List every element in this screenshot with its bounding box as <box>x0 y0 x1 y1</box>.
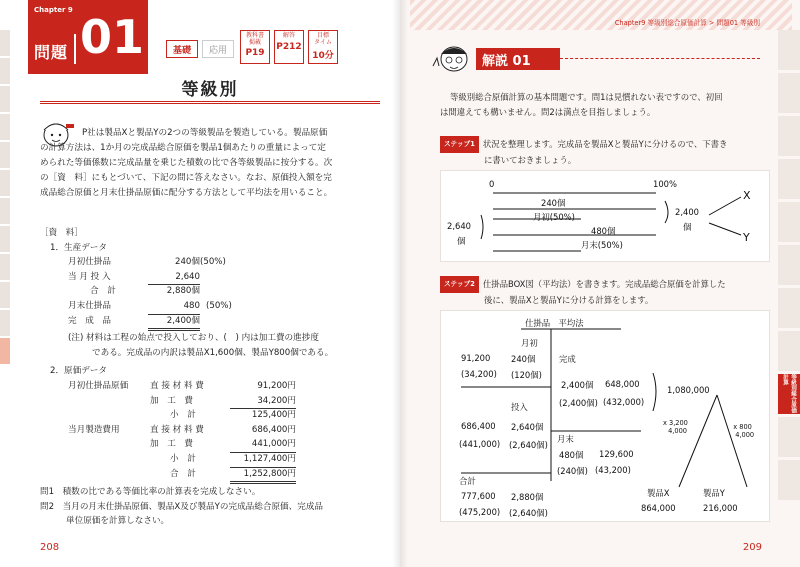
step-2-badge: ステップ2 <box>440 276 479 293</box>
intro-line: の計算方法は、1か月の完成品総合原価を製品1個あたりの重量によって定 <box>40 143 326 153</box>
mondai-label: 問題 <box>34 43 69 62</box>
page-number-left: 208 <box>40 542 60 553</box>
side-tab[interactable] <box>0 142 10 168</box>
intro-line: 成品総合原価と月末仕掛品原価に配分する方法として平均法を用いること。 <box>40 188 333 198</box>
cost-value: 686,400円 <box>251 424 296 435</box>
fig-text: (432,000) <box>603 397 645 407</box>
side-tab-active[interactable] <box>0 338 10 364</box>
problem-data <box>40 226 380 529</box>
tab-label: 等級別総合原価計算 <box>782 374 796 414</box>
fig-text: 2,400個 <box>561 380 594 390</box>
textbook-page-badge <box>240 30 270 64</box>
shiryo-heading: ［資 料］ <box>40 228 83 238</box>
prod-label: 月末仕掛品 <box>68 300 111 311</box>
prod-value: 2,880個 <box>166 286 200 297</box>
intro-line: は間違えても構いません。問2は満点を目指しましょう。 <box>440 107 656 117</box>
title-bar <box>40 76 380 104</box>
side-tab[interactable] <box>778 460 800 500</box>
cost-value: 34,200円 <box>230 394 296 410</box>
target-time-badge <box>308 30 338 64</box>
step-1-text <box>440 136 770 168</box>
question-2-cont: 単位原価を計算しなさい。 <box>66 516 170 527</box>
fig-text: 864,000 <box>641 503 676 513</box>
side-tab[interactable] <box>778 30 800 70</box>
fig-text: 4,000 <box>735 431 755 439</box>
fig-text: (34,200) <box>461 369 497 379</box>
cost-value: 91,200円 <box>257 380 296 391</box>
intro-line: 等級別総合原価計算の基本問題です。問1は見慣れない表ですので、初回 <box>450 92 723 102</box>
fig-text: (43,200) <box>595 465 631 475</box>
intro-line: の［資 料］にもとづいて、下記の問に答えなさい。なお、原価投入額を完 <box>40 173 332 183</box>
step-line: 後に、製品Xと製品Yに分ける計算をします。 <box>484 295 654 305</box>
cost-group-label: 月初仕掛品原価 <box>68 380 129 391</box>
intro-line: P社は製品Xと製品Yの2つの等級製品を製造している。製品原価 <box>82 128 328 138</box>
problem-number: 01 <box>80 10 145 64</box>
fig-text: 2,640 <box>447 221 471 231</box>
step-1-figure <box>440 170 770 262</box>
fig-text: 129,600 <box>599 449 634 459</box>
breadcrumb: Chapter9 等級別総合原価計算 > 問題01 等級別 <box>614 19 760 27</box>
problem-intro <box>40 126 380 201</box>
fig-text: 完成 <box>559 354 576 364</box>
kaisetsu-heading: 解説 01 <box>476 48 560 70</box>
fig-text: 投入 <box>511 402 528 412</box>
fig-text: 240個 <box>541 198 566 208</box>
fig-text: 月末(50%) <box>581 240 623 250</box>
fig-text: 合計 <box>459 476 476 486</box>
answer-page: P212 <box>276 41 302 52</box>
fig-text: 800 <box>739 423 752 431</box>
fig-text: 2,880個 <box>511 492 544 502</box>
fig-text: 製品Y <box>703 488 725 498</box>
prod-label: 当 月 投 入 <box>68 271 111 282</box>
side-tab[interactable] <box>0 282 10 308</box>
cost-group-label: 当月製造費用 <box>68 424 120 435</box>
cost-value: 441,000円 <box>230 437 296 453</box>
target-time: 10分 <box>312 51 334 62</box>
cost-item: 直 接 材 料 費 <box>150 380 204 391</box>
fig-text: 月初 <box>521 338 538 348</box>
prod-value: 480 <box>148 299 200 315</box>
answer-icon: 解答 <box>282 32 295 39</box>
note-line: である。完成品の内訳は製品X1,600個、製品Y800個である。 <box>92 347 334 358</box>
side-tab[interactable] <box>0 30 10 56</box>
level-basic-badge: 基礎 <box>166 40 198 58</box>
fig-text: (120個) <box>511 370 542 380</box>
fig-text: 仕掛品 平均法 <box>525 318 584 328</box>
side-tab-active[interactable] <box>778 374 800 414</box>
side-tab[interactable] <box>0 86 10 112</box>
fig-text: 648,000 <box>605 379 640 389</box>
right-side-tabs <box>778 30 800 503</box>
fig-text: 216,000 <box>703 503 738 513</box>
side-tab[interactable] <box>778 73 800 113</box>
chapter-label: Chapter 9 <box>34 6 73 14</box>
intro-line: められた等価係数に完成品量を乗じた積数の比で各等級製品に按分する。次 <box>40 158 333 168</box>
fig-text: 240個 <box>511 354 536 364</box>
reference-badges <box>240 30 338 64</box>
side-tab[interactable] <box>0 226 10 252</box>
cost-value: 1,127,400円 <box>230 452 296 468</box>
side-tab[interactable] <box>0 254 10 280</box>
fig-text: 4,000 <box>668 427 687 435</box>
step-1-badge: ステップ1 <box>440 136 479 153</box>
character-illustration <box>430 40 474 76</box>
cost-item: 小 計 <box>170 410 196 421</box>
fig-text: (475,200) <box>459 507 501 517</box>
fig-text: 1,080,000 <box>667 385 710 395</box>
side-tab[interactable] <box>0 198 10 224</box>
fig-text: (2,400個) <box>559 398 598 408</box>
side-tab[interactable] <box>0 114 10 140</box>
fig-text: 91,200 <box>461 353 491 363</box>
side-tab[interactable] <box>778 116 800 156</box>
question-1: 問1 積数の比である等価比率の計算表を完成しなさい。 <box>40 487 261 498</box>
fig-text: (2,640個) <box>509 440 548 450</box>
book-icon: 教科書 掲載 <box>245 32 264 46</box>
fig-text: 2,640個 <box>511 422 544 432</box>
fig-text: (240個) <box>557 466 588 476</box>
fig-text: 100% <box>653 179 677 189</box>
side-tab[interactable] <box>778 202 800 242</box>
chapter-header <box>28 0 148 74</box>
side-tab[interactable] <box>778 159 800 199</box>
page-title: 等級別 <box>181 80 239 100</box>
note-line: (注) 材料は工程の始点で投入しており、( ) 内は加工費の進捗度 <box>68 333 319 344</box>
cost-item: 小 計 <box>170 453 196 464</box>
fig-text: 777,600 <box>461 491 496 501</box>
prod-label: 完 成 品 <box>68 315 111 326</box>
fig-text: 2,400 <box>675 207 699 217</box>
prod-label: 合 計 <box>90 286 116 297</box>
step-2-text <box>440 276 770 308</box>
fig-text: 3,200 <box>669 419 688 427</box>
page-number-right: 209 <box>742 542 762 553</box>
textbook-page: P19 <box>245 48 265 59</box>
prod-value: 240個 <box>175 257 200 268</box>
clock-icon: 目標 タイム <box>314 32 332 46</box>
prod-extra: (50%) <box>206 300 232 311</box>
prod-value: 2,400個 <box>148 314 200 332</box>
fig-text: 480個 <box>591 226 616 236</box>
fig-text: Y <box>743 231 750 244</box>
fig-text: 個 <box>683 222 692 232</box>
side-tab[interactable] <box>0 170 10 196</box>
prod-extra: (50%) <box>200 257 226 268</box>
level-advanced-badge: 応用 <box>202 40 234 58</box>
side-tab[interactable] <box>0 58 10 84</box>
side-tab[interactable] <box>778 245 800 285</box>
side-tab[interactable] <box>778 288 800 328</box>
step-line: 仕掛品BOX図（平均法）を書きます。完成品総合原価を計算した <box>482 279 726 289</box>
step-line: 状況を整理します。完成品を製品Xと製品Yに分けるので、下書き <box>482 139 728 149</box>
cost-item: 加 工 費 <box>150 395 193 406</box>
question-2: 問2 当月の月末仕掛品原価、製品X及び製品Yの完成品総合原価、完成品 <box>40 501 324 512</box>
production-data-heading: 1．生産データ <box>50 242 108 253</box>
level-badges <box>166 40 234 58</box>
fig-text: X <box>743 189 751 202</box>
cost-value: 125,400円 <box>251 410 296 421</box>
cost-item: 合 計 <box>170 468 196 479</box>
ratio-y: x 800 4,000 <box>733 423 755 439</box>
side-tab[interactable] <box>778 417 800 457</box>
side-tab[interactable] <box>778 331 800 371</box>
fig-text: (2,640個) <box>509 508 548 518</box>
cost-item: 加 工 費 <box>150 439 193 450</box>
fig-text: 0 <box>489 179 495 189</box>
answer-page-badge <box>274 30 304 64</box>
prod-label: 月初仕掛品 <box>68 257 111 268</box>
fig-text: 製品X <box>647 488 670 498</box>
divider <box>560 58 760 59</box>
ratio-x: x 3,200 4,000 <box>663 419 688 435</box>
fig-text: 480個 <box>559 450 584 460</box>
cost-data-heading: 2．原価データ <box>50 366 108 377</box>
fig-text: 月初(50%) <box>533 212 575 222</box>
side-tab[interactable] <box>0 310 10 336</box>
prod-value: 2,640 <box>148 270 200 286</box>
fig-text: 個 <box>457 236 466 246</box>
explanation-intro <box>440 90 770 120</box>
step-line: に書いておきましょう。 <box>484 155 577 165</box>
divider <box>74 34 76 64</box>
step-2-figure <box>440 310 770 522</box>
fig-text: (441,000) <box>459 439 501 449</box>
left-side-tabs <box>0 30 10 366</box>
fig-text: 月末 <box>557 434 574 444</box>
fig-text: 686,400 <box>461 421 496 431</box>
cost-item: 直 接 材 料 費 <box>150 424 204 435</box>
cost-value: 1,252,800円 <box>230 467 296 485</box>
